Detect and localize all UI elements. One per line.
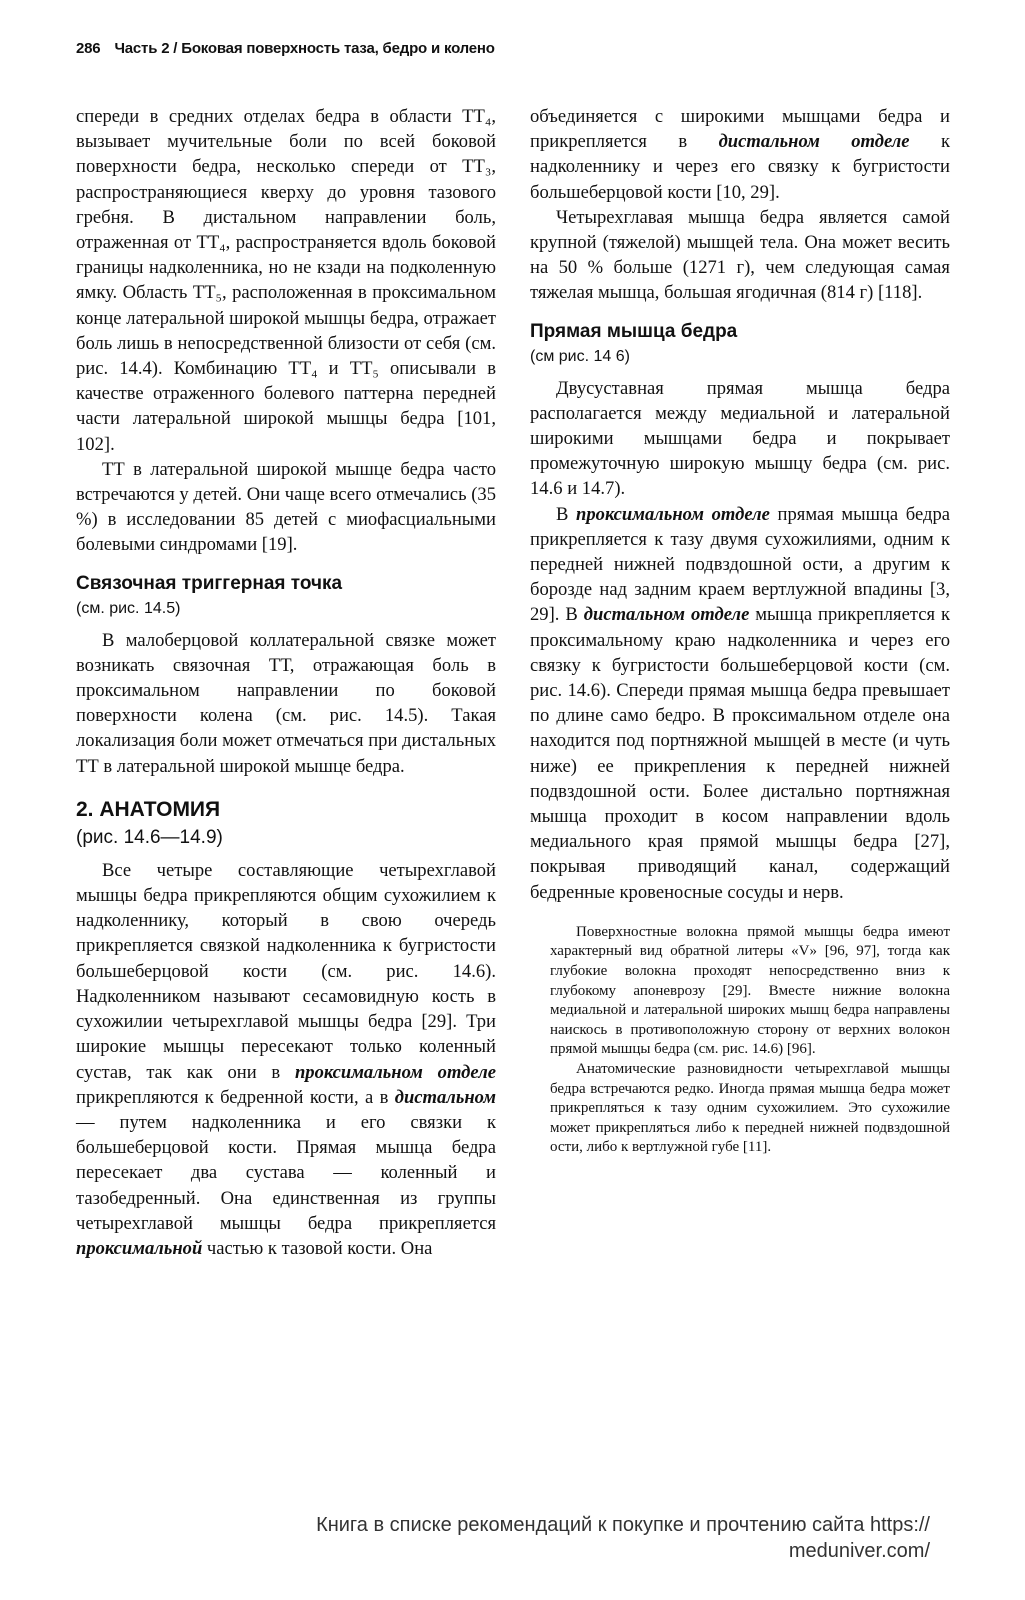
note-fibers: Поверхностные волокна прямой мышцы бедра имеют характерный вид обратной литеры «V» [96, 97], тогда как глубокие волокна проходят непосредственно вниз к глубокому апоневрозу [29]. Вместе нижние волокна медиальной и латеральной широких мышц бедра направлены наискось в противоположную сторону от верхних волокон прямой мышцы бедра (см. рис. 14.6) [96]. — [550, 923, 950, 1058]
text-run: Все четыре составляющие четырехглавой мышцы бедра прикрепляются общим сухожилием к надколеннику, который в свою очередь прикрепляется связкой надколенника к бугристости большеберцовой кости (см. рис. 14.6). Надколенником называют сесамовидную кость в сухожилии четырехглавой мышцы бедра [29]. Три широкие мышцы пересекают только коленный сустав, так как они в — [76, 859, 496, 1083]
text-run: объединяется с широкими мышцами бедра и прикрепляется в — [530, 106, 950, 153]
paragraph-anatomy-quadriceps — [76, 858, 496, 1261]
text-run: мышца прикрепляется к проксимальному краю надколенника и через его связку к бугристости большеберцовой кости (см. рис. 14.6). Спереди прямая мышца бедра превышает по длине само бедро. В проксимальном отделе она находится под портняжной мышцей в месте (и чуть ниже) ее прикрепления к передней нижней подвздошной ости. Более дистально портняжная мышца проходит в косом направлении вдоль медиального края прямой мышцы бедра [27], покрывая приводящий канал, содержащий бедренные кровеносные сосуды и нерв. — [530, 604, 950, 903]
running-title: Часть 2 / Боковая поверхность таза, бедро и колено — [114, 40, 495, 57]
text-run: — путем надколенника и его связки к большеберцовой кости. Прямая мышца бедра пересекает два сустава — коленный и тазобедренный. Она единственная из группы четырехглавой мышцы бедра прикрепляется — [76, 1111, 496, 1234]
text-run: частью к тазовой кости. Она — [202, 1237, 433, 1259]
paragraph-muscle-weight: Четырехглавая мышца бедра является самой крупной (тяжелой) мышцей тела. Она может весить на 50 % больше (1271 г), чем следующая самая тяжелая мышца, большая ягодичная (814 г) [118]. — [530, 206, 950, 304]
footer-line-1: Книга в списке рекомендаций к покупке и прочтению сайта https:// — [316, 1514, 930, 1536]
emphasis-text: дистальном отделе — [718, 131, 910, 153]
section-figure-ref: (рис. 14.6—14.9) — [76, 826, 223, 848]
note-variations: Анатомические разновидности четырехглавой мышцы бедра встречаются редко. Иногда прямая мышца бедра может прикрепляться к тазу одним сухожилием. Это сухожилие может прикрепляться либо к передней нижней подвздошной ости, либо к вертлужной губе [11]. — [550, 1061, 950, 1156]
emphasis-text: проксимальном отделе — [576, 503, 770, 525]
running-head — [76, 40, 956, 57]
paragraph-ligament-trigger-point: В малоберцовой коллатеральной связке может возникать связочная ТТ, отражающая боль в проксимальном направлении по боковой поверхности колена (см. рис. 14.5). Такая локализация боли может отмечаться при дистальных ТТ в латеральной широкой мышце бедра. — [76, 629, 496, 777]
text-run: прикрепляются к бедренной кости, а в — [76, 1086, 395, 1108]
text-run: прямая мышца бедра прикрепляется к тазу двумя сухожилиями, одним к передней нижней подвздошной ости, а другим к борозде над задним краем вертлужной впадины [3, 29]. В — [530, 503, 950, 626]
emphasis-text: проксимальной — [76, 1237, 203, 1259]
section-figure-ref: (см рис. 14 6) — [530, 347, 630, 365]
section-title-rectus-femoris: Прямая мышца бедра — [530, 320, 738, 342]
paragraph-trigger-points-tt4-tt5: спереди в средних отделах бедра в области ТТ₄, вызывает мучительные боли по всей боковой поверхности бедра, несколько спереди от ТТ₃, распространяющиеся кверху до уровня тазового гребня. В дистальном направлении боль, отраженная от ТТ₄, распространяется вдоль боковой границы надколенника, но не кзади на подколенную ямку. Область ТТ₅, расположенная в проксимальном конце латеральной широкой мышцы бедра, отражает боль лишь в непосредственной близости от себя (см. рис. 14.4). Комбинацию ТТ₄ и ТТ₅ описывали в качестве отраженного болевого паттерна передней части латеральной широкой мышцы бедра [101, 102]. — [76, 106, 496, 455]
paragraph-continuation — [530, 104, 950, 205]
footer-line-2: meduniver.com/ — [788, 1540, 930, 1562]
section-figure-ref: (см. рис. 14.5) — [76, 599, 181, 617]
small-print-notes — [530, 923, 950, 1158]
emphasis-text: дистальном — [394, 1086, 496, 1108]
right-column — [530, 104, 950, 1158]
emphasis-text: проксимальном отделе — [294, 1061, 496, 1083]
emphasis-text: дистальном отделе — [583, 604, 750, 626]
section-title-anatomy: 2. АНАТОМИЯ — [76, 797, 221, 821]
paragraph-rectus-position: Двусуставная прямая мышца бедра располагается между медиальной и латеральной широкими мышцами бедра и покрывает промежуточную широкую мышцу бедра (см. рис. 14.6 и 14.7). — [530, 377, 950, 500]
left-column — [76, 104, 496, 1261]
page-number: 286 — [76, 40, 101, 57]
text-run: В — [556, 503, 577, 525]
text-run: к надколеннику и через его связку к бугристости большеберцовой кости [10, 29]. — [530, 131, 950, 203]
paragraph-rectus-attachment — [530, 502, 950, 905]
watermark-footer — [150, 1512, 930, 1564]
paragraph-children-tt: ТТ в латеральной широкой мышце бедра часто встречаются у детей. Они чаще всего отмечались (35 %) в исследовании 85 детей с миофасциальными болевыми синдромами [19]. — [76, 458, 496, 556]
section-title-ligament-trigger-point: Связочная триггерная точка — [76, 572, 343, 594]
